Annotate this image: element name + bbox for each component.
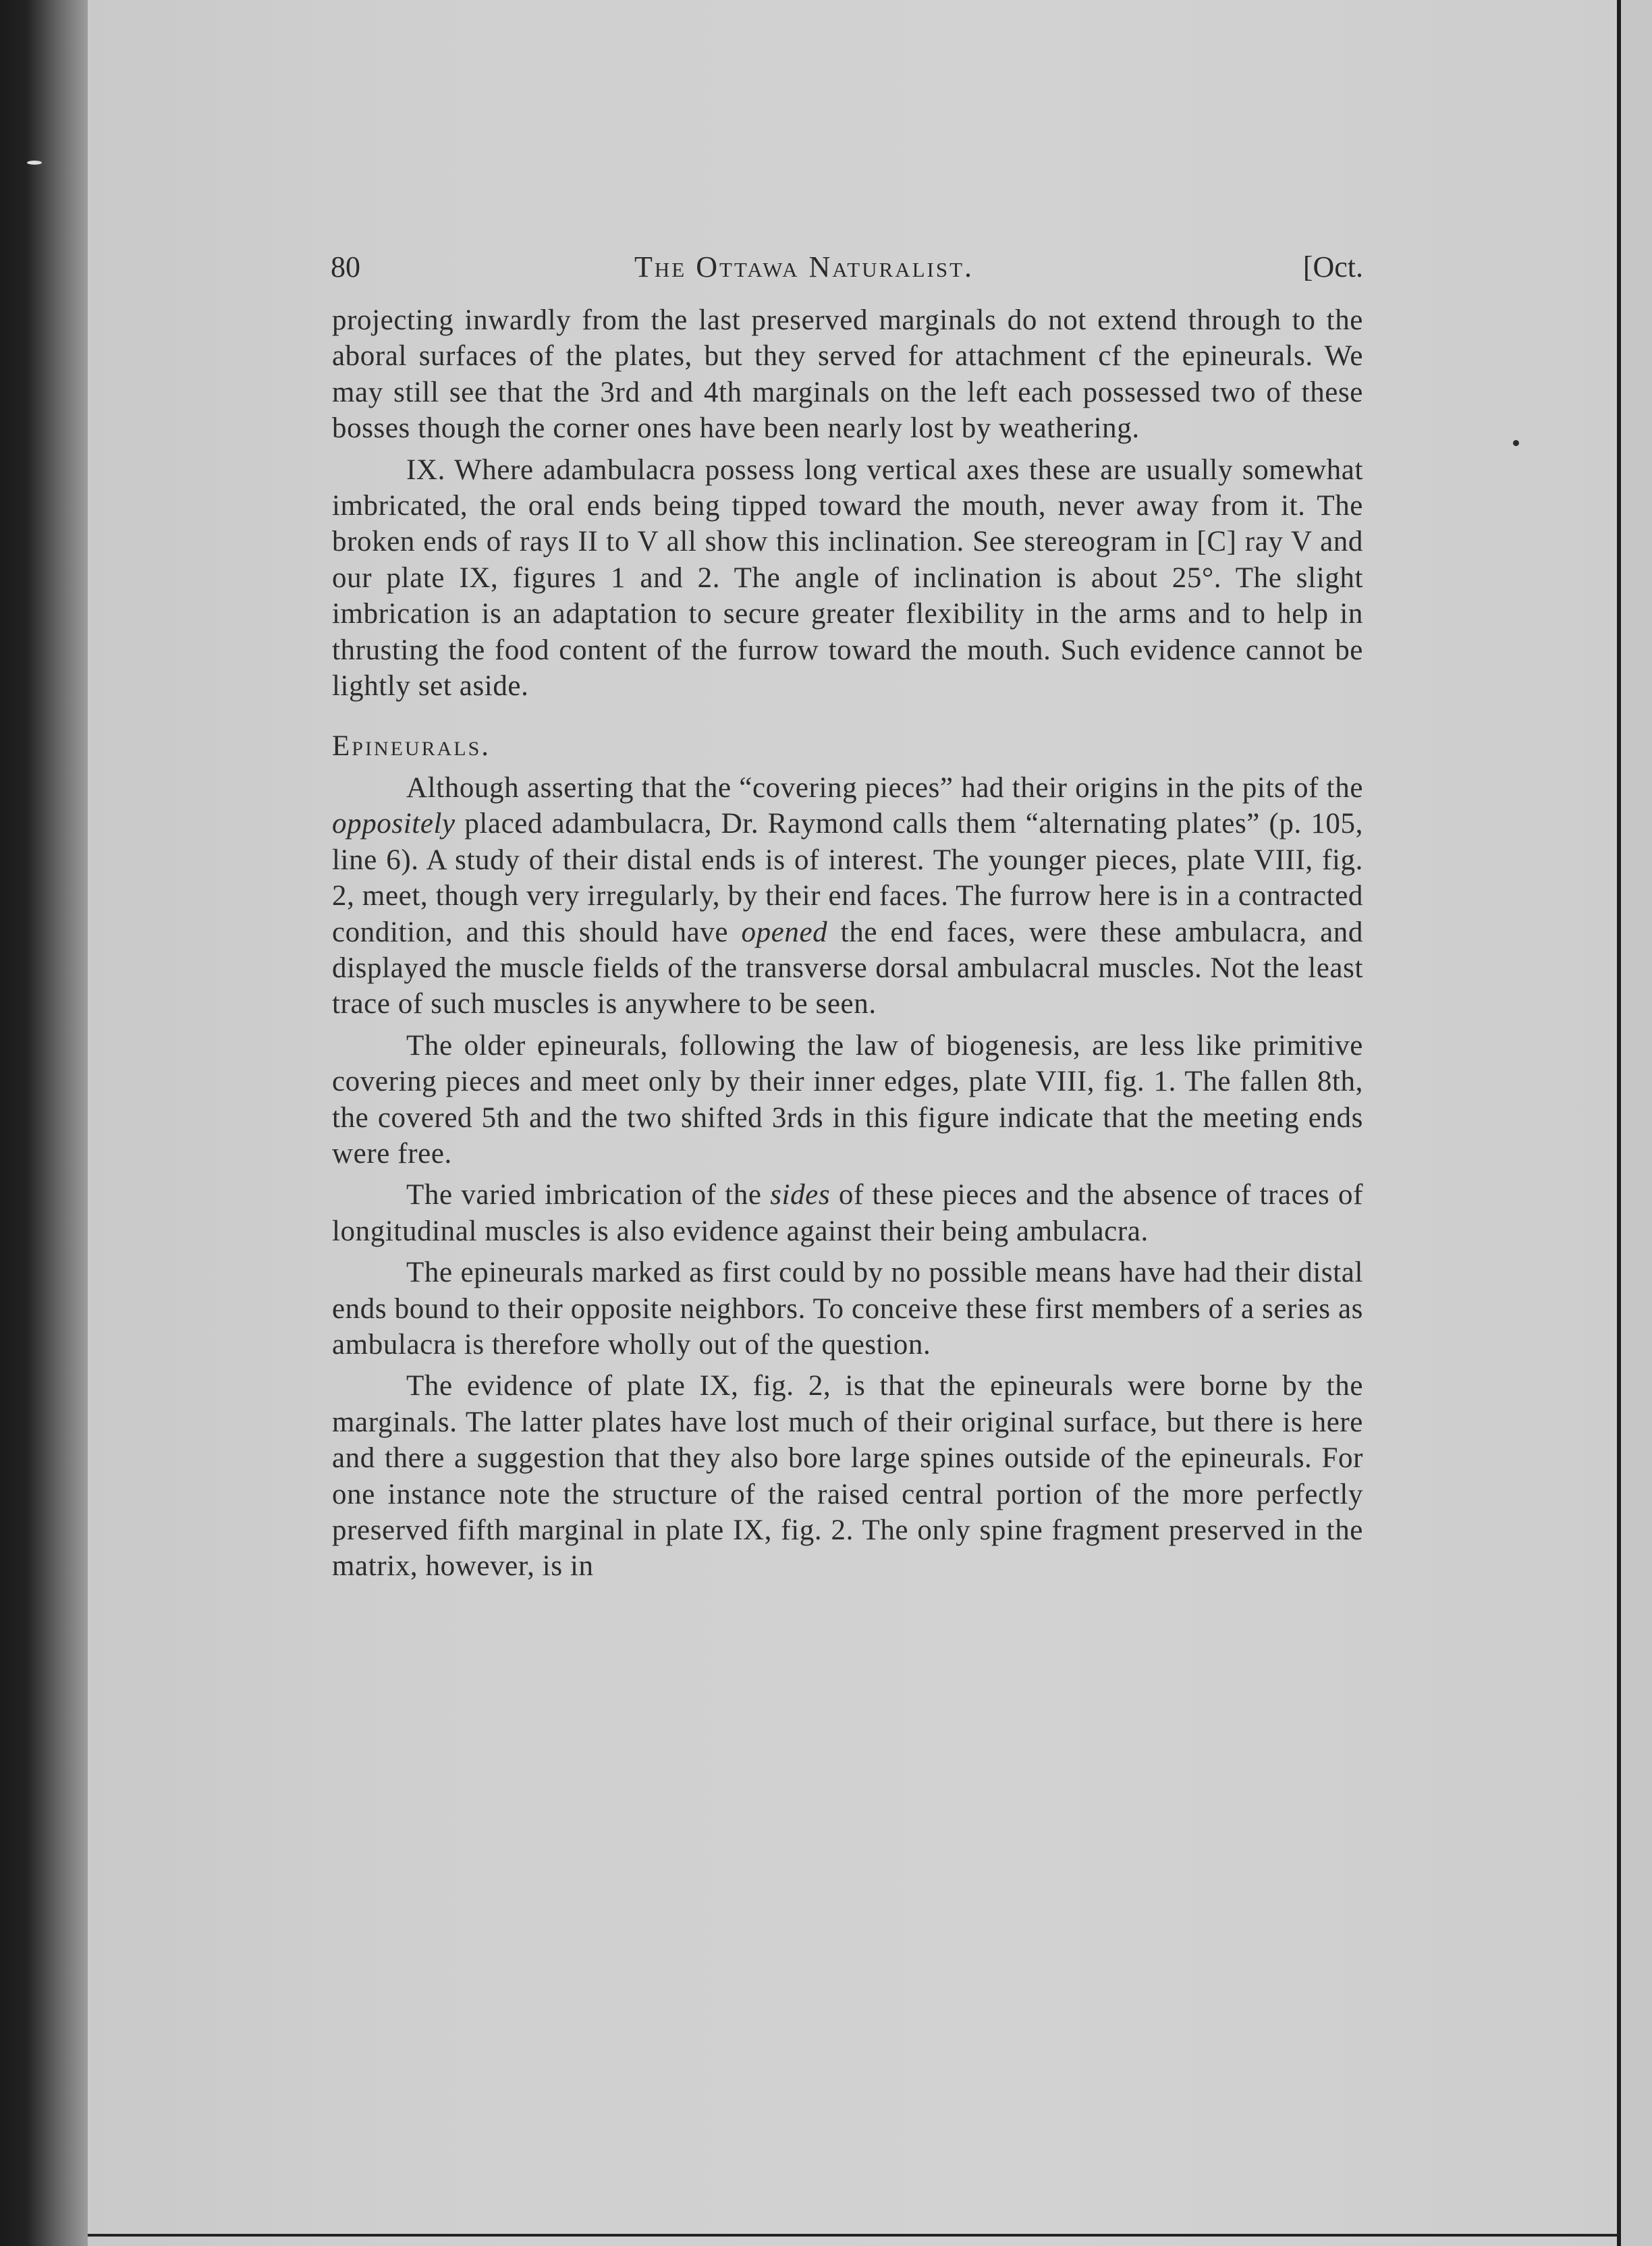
right-margin: [1621, 0, 1652, 2246]
running-header: [331, 250, 1363, 290]
section-heading: Epineurals.: [332, 730, 491, 763]
book-gutter-shadow: [0, 0, 94, 2246]
bottom-edge-line: [88, 2234, 1620, 2237]
page-number: 80: [331, 250, 360, 283]
journal-title: The Ottawa Naturalist.: [634, 250, 974, 283]
paragraph-epineurals-5: The evidence of plate IX, fig. 2, is that the epineurals were borne by the marginals. The latter plates have lost much of their original surface, but there is here and there a suggestion that they also bore large spines outside of the epineurals. For one instance note the structure of the raised central portion of the more perfectly preserved fifth marginal in plate IX, fig. 2. The only spine fragment preserved in the matrix, however, is in: [332, 1370, 1363, 1583]
dust-speck: [1513, 440, 1519, 446]
paragraph-epineurals-4: The epineurals marked as first could by no possible means have had their distal ends bound to their opposite neighbors. To conceive these first members of a series as ambulacra is therefore wholly out of the question.: [332, 1257, 1363, 1361]
paragraph-continuation: projecting inwardly from the last preserved marginals do not extend through to the aboral surfaces of the plates, but they served for attachment cf the epineurals. We may still see that the 3rd and 4th marginals on the left each possessed two of these bosses though the corner ones have been nearly lost by weathering.: [332, 304, 1363, 445]
paragraph-ix: IX. Where adambulacra possess long vertical axes these are usually somewhat imbricated, the oral ends being tipped toward the mouth, never away from it. The broken ends of rays II to V all show this inclination. See stereogram in [C] ray V and our plate IX, figures 1 and 2. The angle of inclination is about 25°. The slight imbrication is an adaptation to secure greater flexibility in the arms and to help in thrusting the food content of the furrow toward the mouth. Such evidence cannot be lightly set aside.: [332, 454, 1363, 703]
paragraph-epineurals-1: Although asserting that the “covering pieces” had their origins in the pits of the oppositely placed adambulacra, Dr. Raymond calls them “alternating plates” (p. 105, line 6). A study of their distal ends is of interest. The younger pieces, plate VIII, fig. 2, meet, though very irregularly, by their end faces. The furrow here is in a contracted condition, and this should have opened the end faces, were these ambulacra, and displayed the muscle fields of the transverse dorsal ambulacral muscles. Not the least trace of such muscles is anywhere to be seen.: [332, 771, 1363, 1020]
paragraph-epineurals-3: The varied imbrication of the sides of these pieces and the absence of traces of longitudinal muscles is also evidence against their being ambulacra.: [332, 1179, 1363, 1247]
body-text: [332, 302, 1363, 1585]
dust-speck: [27, 161, 42, 165]
paragraph-epineurals-2: The older epineurals, following the law of biogenesis, are less like primitive covering pieces and meet only by their inner edges, plate VIII, fig. 1. The fallen 8th, the covered 5th and the two shifted 3rds in this figure indicate that the meeting ends were free.: [332, 1029, 1363, 1170]
issue-month: [Oct.: [1302, 250, 1363, 283]
